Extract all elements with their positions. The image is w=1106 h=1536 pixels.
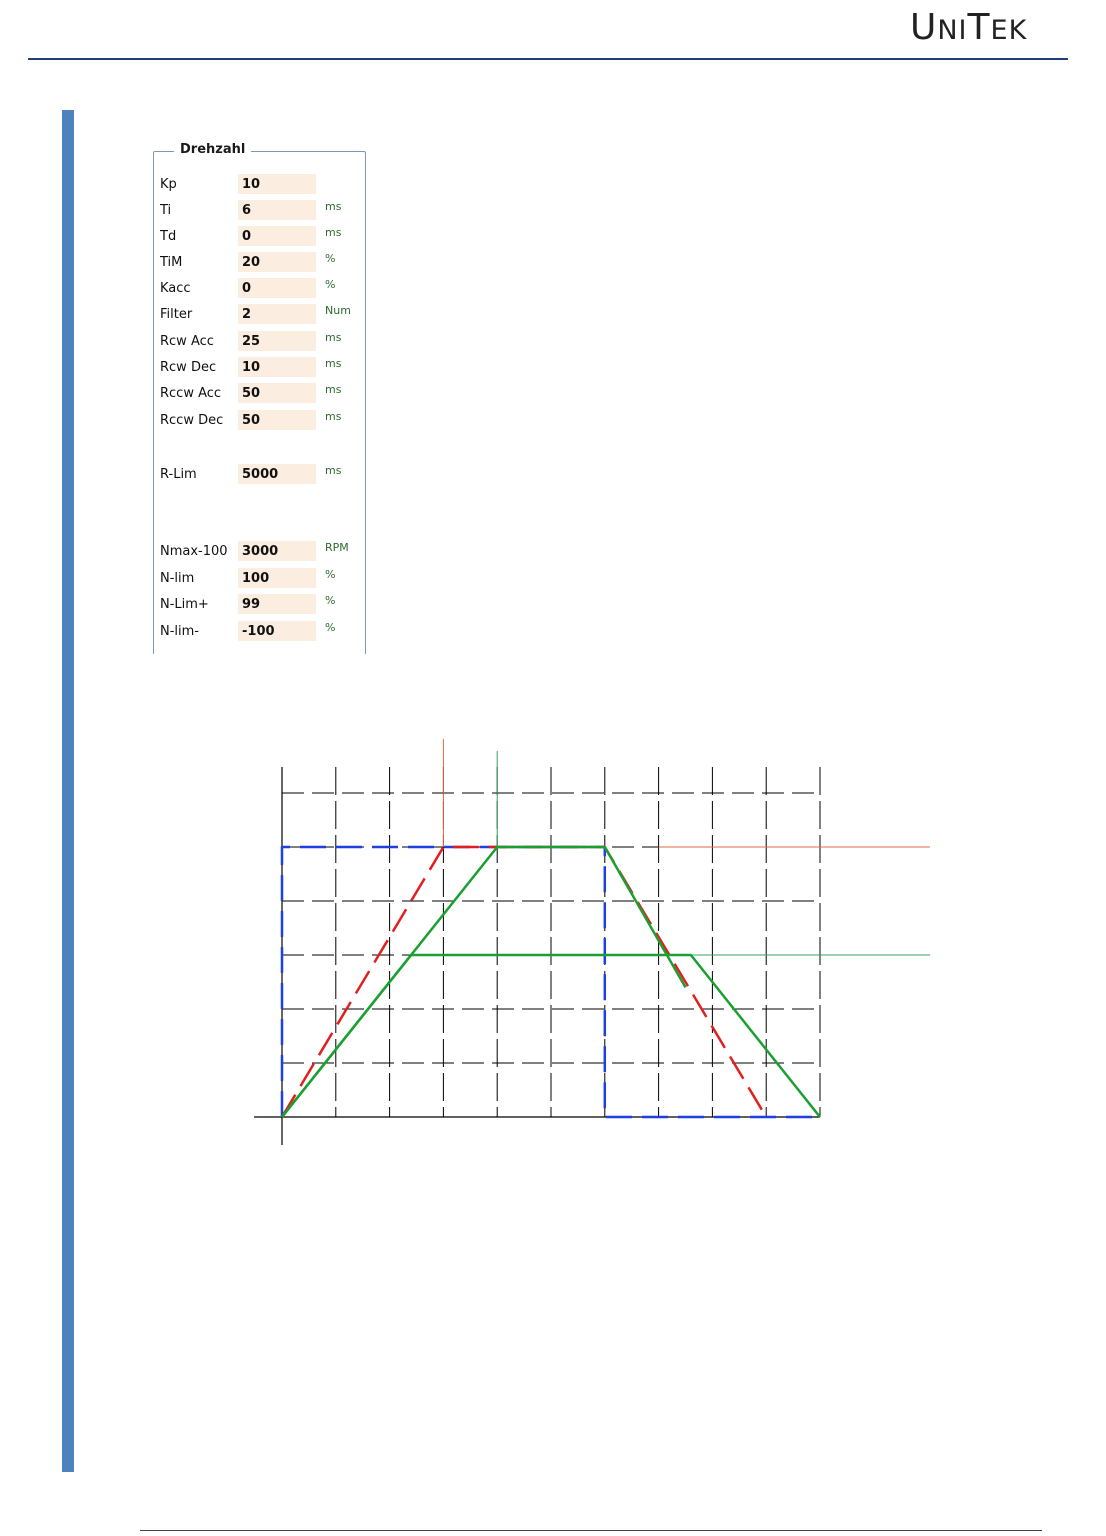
parameter-row [160, 541, 360, 563]
parameter-label: Filter [160, 307, 193, 322]
parameter-unit: ms [325, 200, 342, 213]
ramp-series-line [282, 847, 686, 1117]
parameter-row [160, 331, 360, 353]
speed-ramp-chart [240, 735, 940, 1155]
logo-letters-ek: EK [990, 15, 1028, 46]
parameter-value-field[interactable] [238, 174, 316, 194]
parameter-unit: % [325, 621, 336, 634]
parameter-label: Rccw Acc [160, 386, 222, 401]
parameter-label: Kacc [160, 281, 191, 296]
parameter-value-field[interactable] [238, 621, 316, 641]
parameter-unit: ms [325, 226, 342, 239]
parameter-label: Rcw Acc [160, 334, 214, 349]
parameter-label: Nmax-100 [160, 544, 228, 559]
parameter-row [160, 410, 360, 432]
parameter-value-field[interactable] [238, 410, 316, 430]
parameter-value-field[interactable] [238, 331, 316, 351]
parameter-value-field[interactable] [238, 226, 316, 246]
parameter-unit: ms [325, 331, 342, 344]
parameter-unit: % [325, 568, 336, 581]
parameter-label: R-Lim [160, 467, 197, 482]
parameter-unit: % [325, 252, 336, 265]
drehzahl-parameter-panel [152, 138, 366, 654]
parameter-unit: Num [325, 304, 351, 317]
parameter-row [160, 304, 360, 326]
parameter-value-field[interactable] [238, 464, 316, 484]
parameter-value-field[interactable] [238, 200, 316, 220]
parameter-unit: ms [325, 383, 342, 396]
ramp-series-line [282, 847, 766, 1117]
panel-title: Drehzahl [174, 142, 251, 157]
parameter-label: Ti [160, 203, 172, 218]
parameter-unit: ms [325, 357, 342, 370]
parameter-row [160, 568, 360, 590]
parameter-value-field[interactable] [238, 541, 316, 561]
parameter-row [160, 200, 360, 222]
parameter-row [160, 278, 360, 300]
parameter-value-field[interactable] [238, 568, 316, 588]
parameter-label: Rccw Dec [160, 413, 224, 428]
header-divider [28, 58, 1068, 60]
parameter-label: Td [160, 229, 177, 244]
parameter-label: Rcw Dec [160, 360, 217, 375]
parameter-value-field[interactable] [238, 304, 316, 324]
parameter-row [160, 357, 360, 379]
parameter-row [160, 252, 360, 274]
logo-letter-u: U [910, 7, 938, 48]
parameter-value-field[interactable] [238, 594, 316, 614]
parameter-unit: ms [325, 410, 342, 423]
parameter-unit: RPM [325, 541, 349, 554]
parameter-row [160, 174, 360, 196]
parameter-unit: ms [325, 464, 342, 477]
parameter-value-field[interactable] [238, 357, 316, 377]
parameter-label: N-lim- [160, 624, 199, 639]
footer-divider [140, 1530, 1042, 1531]
parameter-value-field[interactable] [238, 383, 316, 403]
unitek-logo [910, 6, 1070, 50]
parameter-unit: % [325, 594, 336, 607]
parameter-label: N-lim [160, 571, 195, 586]
parameter-row [160, 464, 360, 486]
parameter-label: TiM [160, 255, 183, 270]
parameter-row [160, 226, 360, 248]
parameter-value-field[interactable] [238, 278, 316, 298]
logo-letters-ni: NI [937, 15, 968, 46]
left-accent-bar [62, 110, 74, 1472]
logo-letter-t: T [967, 7, 991, 48]
parameter-row [160, 383, 360, 405]
parameter-row [160, 594, 360, 616]
parameter-label: N-Lim+ [160, 597, 209, 612]
parameter-value-field[interactable] [238, 252, 316, 272]
parameter-unit: % [325, 278, 336, 291]
parameter-row [160, 621, 360, 643]
parameter-label: Kp [160, 177, 177, 192]
